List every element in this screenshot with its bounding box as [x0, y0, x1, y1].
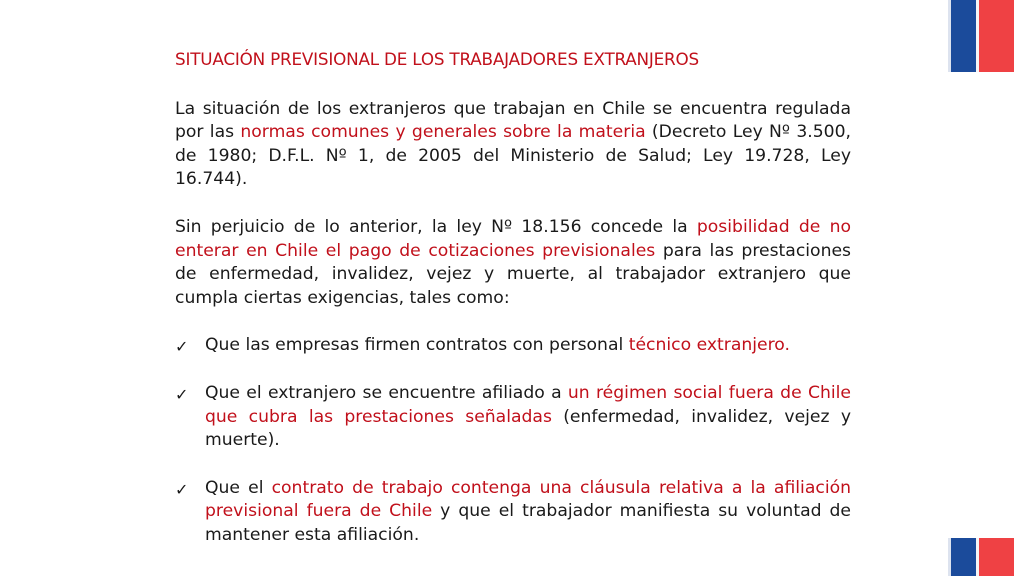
bullet-text: Que el — [205, 477, 272, 498]
flag-stripe-bottom — [948, 538, 1014, 576]
paragraph-regulation — [175, 98, 851, 192]
highlighted-text: un régimen social fuera de Chile que cubra las prestaciones señaladas — [205, 382, 851, 427]
flag-blue-stripe — [948, 0, 976, 72]
flag-red-stripe — [976, 538, 1014, 576]
slide-content — [175, 48, 851, 572]
paragraph-text: Sin perjuicio de lo anterior, la ley Nº 18.156 concede la — [175, 216, 697, 237]
bullet-text: Que las empresas firmen contratos con personal — [205, 335, 629, 356]
paragraph-exemption — [175, 216, 851, 310]
list-item — [175, 334, 851, 358]
highlighted-text: posibilidad de no enterar en Chile el pago de cotizaciones previsionales — [175, 216, 851, 261]
flag-blue-stripe — [948, 538, 976, 576]
paragraph-text: La situación de los extranjeros que trabajan en Chile se encuentra regulada por las — [175, 98, 851, 143]
requirements-list — [175, 334, 851, 547]
highlighted-text: normas comunes y generales sobre la materia — [240, 122, 646, 143]
highlighted-text: contrato de trabajo contenga una cláusula relativa a la afiliación previsional fuera de Chile — [205, 477, 852, 522]
highlighted-text: técnico extranjero — [628, 335, 785, 356]
checkmark-icon: ✓ — [175, 337, 189, 357]
bullet-text: . — [784, 335, 790, 356]
bullet-text: Que el extranjero se encuentre afiliado a — [205, 382, 568, 403]
paragraph-text: para las prestaciones de enfermedad, invalidez, vejez y muerte, al trabajador extranjero que cumpla ciertas exigencias, tales como: — [175, 240, 851, 308]
bullet-text: y que el trabajador manifiesta su voluntad de mantener esta afiliación. — [205, 501, 851, 545]
list-item — [175, 477, 851, 548]
flag-red-stripe — [976, 0, 1014, 72]
flag-stripe-top — [948, 0, 1014, 72]
slide-title: SITUACIÓN PREVISIONAL DE LOS TRABAJADORES EXTRANJEROS — [175, 49, 699, 69]
bullet-text: (enfermedad, invalidez, vejez y muerte). — [205, 406, 851, 451]
list-item — [175, 382, 851, 453]
checkmark-icon: ✓ — [175, 384, 189, 404]
paragraph-text: (Decreto Ley Nº 3.500, de 1980; D.F.L. Nº 1, de 2005 del Ministerio de Salud; Ley 19.728, Ley 16.744). — [175, 122, 851, 190]
checkmark-icon: ✓ — [175, 479, 189, 499]
